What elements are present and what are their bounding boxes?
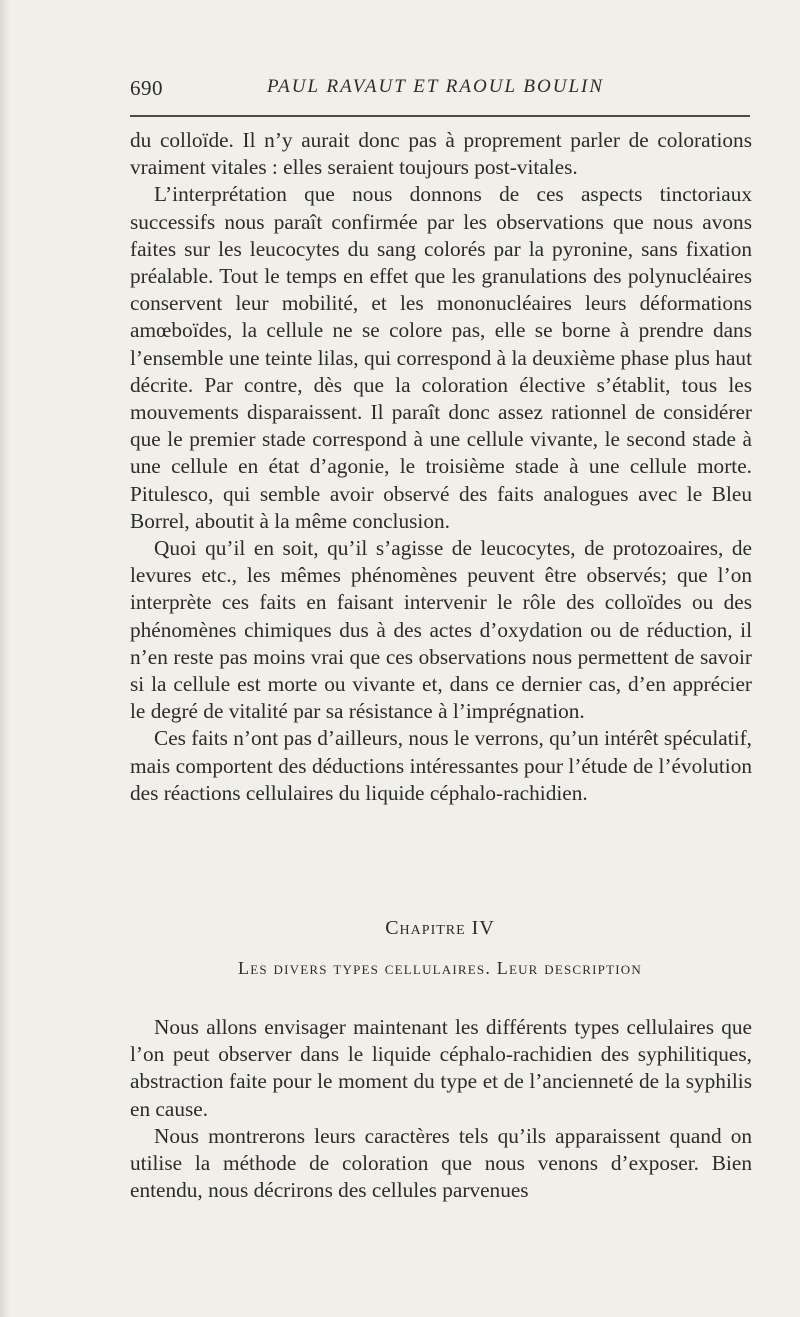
paragraph-speculative-interest: Ces faits n’ont pas d’ailleurs, nous le verrons, qu’un intérêt spéculatif, mais comportent des déductions intéressantes pour l’étude de l’évolution des réactions cellulaires du liquide céphalo-rachidien. [130,726,752,805]
text-block-before-chapter [130,127,752,807]
page-edge-shadow [0,0,10,1317]
text-block-after-chapter [130,1014,752,1204]
paragraph-cell-types: Nous allons envisager maintenant les différents types cellulaires que l’on peut observer dans le liquide céphalo-rachidien des syphilitiques, abstraction faite pour le moment du type et de l’ancienneté de la syphilis en cause. [130,1015,752,1121]
paragraph-continuation: du colloïde. Il n’y aurait donc pas à proprement parler de colorations vraiment vitales : elles seraient toujours post-vitales. [130,128,752,180]
page-header [130,76,750,106]
header-rule [130,115,750,117]
page-number: 690 [130,76,163,100]
running-head: PAUL RAVAUT ET RAOUL BOULIN [267,76,605,97]
paragraph-phenomena: Quoi qu’il en soit, qu’il s’agisse de leucocytes, de protozoaires, de levures etc., les mêmes phénomènes peuvent être observés; que l’on interprète ces faits en faisant intervenir le rôle des colloïdes ou des phénomènes chimiques dus à des actes d’oxydation ou de réduction, il n’en reste pas moins vrai que ces observations nous permettent de savoir si la cellule est morte ou vivante et, dans ce dernier cas, d’en apprécier le degré de vitalité par sa résistance à l’imprégnation. [130,536,752,724]
chapter-subtitle: Les divers types cellulaires. Leur description [238,958,642,978]
paragraph-interpretation: L’interprétation que nous donnons de ces aspects tinctoriaux successifs nous paraît confirmée par les observations que nous avons faites sur les leucocytes du sang colorés par la pyronine, sans fixation préalable. Tout le temps en effet que les granulations des polynucléaires conservent leur mobilité, et les mononucléaires leurs déformations amœboïdes, la cellule ne se colore pas, elle se borne à prendre dans l’ensemble une teinte lilas, qui correspond à la deuxième phase plus haut décrite. Par contre, dès que la coloration élective s’établit, tous les mouvements disparaissent. Il paraît donc assez rationnel de considérer que le premier stade correspond à une cellule vivante, le second stade à une cellule en état d’agonie, le troisième stade à une cellule morte. Pitulesco, qui semble avoir observé des faits analogues avec le Bleu Borrel, aboutit à la même conclusion. [130,182,752,533]
paragraph-characteristics: Nous montrerons leurs caractères tels qu’ils apparaissent quand on utilise la méthode de coloration que nous venons d’exposer. Bien entendu, nous décrirons des cellules parvenues [130,1123,752,1203]
chapter-title: Chapitre IV [385,917,495,939]
